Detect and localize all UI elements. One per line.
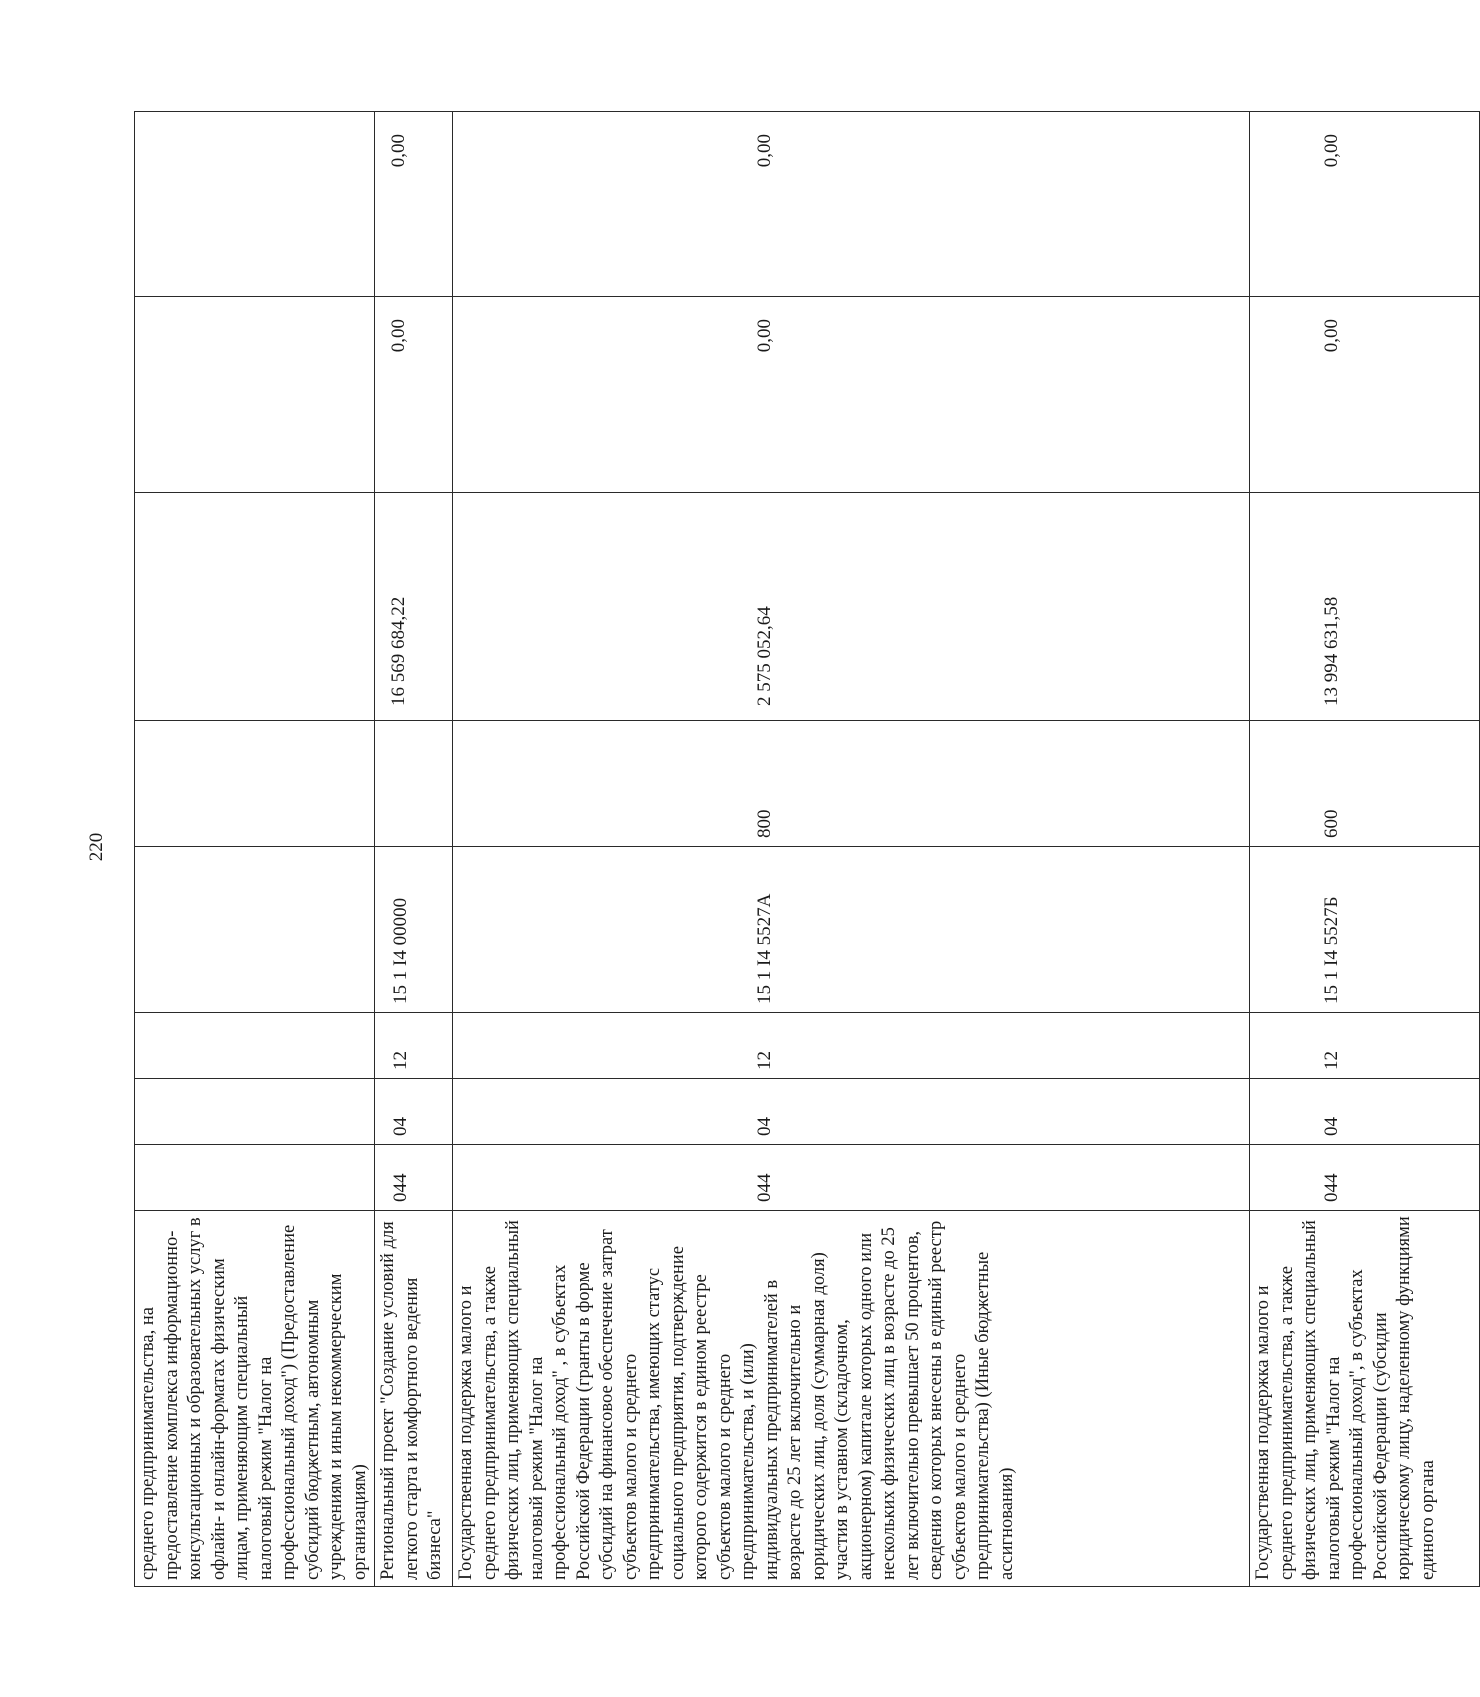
budget-table <box>134 111 1480 1587</box>
table-row <box>453 112 1250 1587</box>
amount-2: 0,00 <box>1250 297 1480 493</box>
row-description: Региональный проект "Создание условий для легкого старта и комфортного ведения бизнеса" <box>375 1211 453 1587</box>
row-description: среднего предпринимательства, на предоставление комплекса информационно-консультационных и образовательных услуг в офлайн- и онлайн-форматах физическим лицам, применяющим специальный налоговый режим "Налог на профессиональный доход") (Предоставление субсидий бюджетным, автономным учреждениям и иным некоммерческим организациям) <box>135 1211 375 1587</box>
section-code: 04 <box>375 1079 453 1145</box>
table-row <box>1250 112 1480 1587</box>
target-article-code: 15 1 I4 5527Б <box>1250 847 1480 1013</box>
amount-2: 0,00 <box>375 297 453 493</box>
subsection-code: 12 <box>1250 1013 1480 1079</box>
ministry-code <box>135 1145 375 1211</box>
section-code: 04 <box>1250 1079 1480 1145</box>
table-row <box>375 112 453 1587</box>
amount-2: 0,00 <box>453 297 1250 493</box>
amount-3 <box>135 112 375 297</box>
subsection-code <box>135 1013 375 1079</box>
subsection-code: 12 <box>453 1013 1250 1079</box>
section-code <box>135 1079 375 1145</box>
expense-type-code <box>135 721 375 847</box>
ministry-code: 044 <box>453 1145 1250 1211</box>
target-article-code: 15 1 I4 5527А <box>453 847 1250 1013</box>
page-number: 220 <box>86 832 107 862</box>
expense-type-code: 600 <box>1250 721 1480 847</box>
ministry-code: 044 <box>375 1145 453 1211</box>
amount-3: 0,00 <box>1250 112 1480 297</box>
amount-2 <box>135 297 375 493</box>
row-description: Государственная поддержка малого и среднего предпринимательства, а также физических лиц, применяющих специальный налоговый режим "Налог на профессиональный доход" , в субъектах Российской Федерации (гранты в форме субсидий на финансовое обеспечение затрат субъектов малого и среднего предпринимательства, имеющих статус социального предприятия, подтверждение которого содержится в едином реестре субъектов малого и среднего предпринимательства, и (или) индивидуальных предпринимателей в возрасте до 25 лет включительно и юридических лиц, доля (суммарная доля) участия в уставном (складочном, акционерном) капитале которых одного или нескольких физических лиц в возрасте до 25 лет включительно превышает 50 процентов, сведения о которых внесены в единый реестр субъектов малого и среднего предпринимательства) (Иные бюджетные ассигнования) <box>453 1211 1250 1587</box>
row-description: Государственная поддержка малого и среднего предпринимательства, а также физических лиц, применяющих специальный налоговый режим "Налог на профессиональный доход", в субъектах Российской Федерации (субсидии юридическому лицу, наделенному функциями единого органа <box>1250 1211 1480 1587</box>
amount-1 <box>135 493 375 721</box>
expense-type-code <box>375 721 453 847</box>
amount-3: 0,00 <box>453 112 1250 297</box>
subsection-code: 12 <box>375 1013 453 1079</box>
amount-1: 2 575 052,64 <box>453 493 1250 721</box>
ministry-code: 044 <box>1250 1145 1480 1211</box>
amount-1: 13 994 631,58 <box>1250 493 1480 721</box>
amount-3: 0,00 <box>375 112 453 297</box>
amount-1: 16 569 684,22 <box>375 493 453 721</box>
target-article-code: 15 1 I4 00000 <box>375 847 453 1013</box>
table-row <box>135 112 375 1587</box>
section-code: 04 <box>453 1079 1250 1145</box>
target-article-code <box>135 847 375 1013</box>
expense-type-code: 800 <box>453 721 1250 847</box>
